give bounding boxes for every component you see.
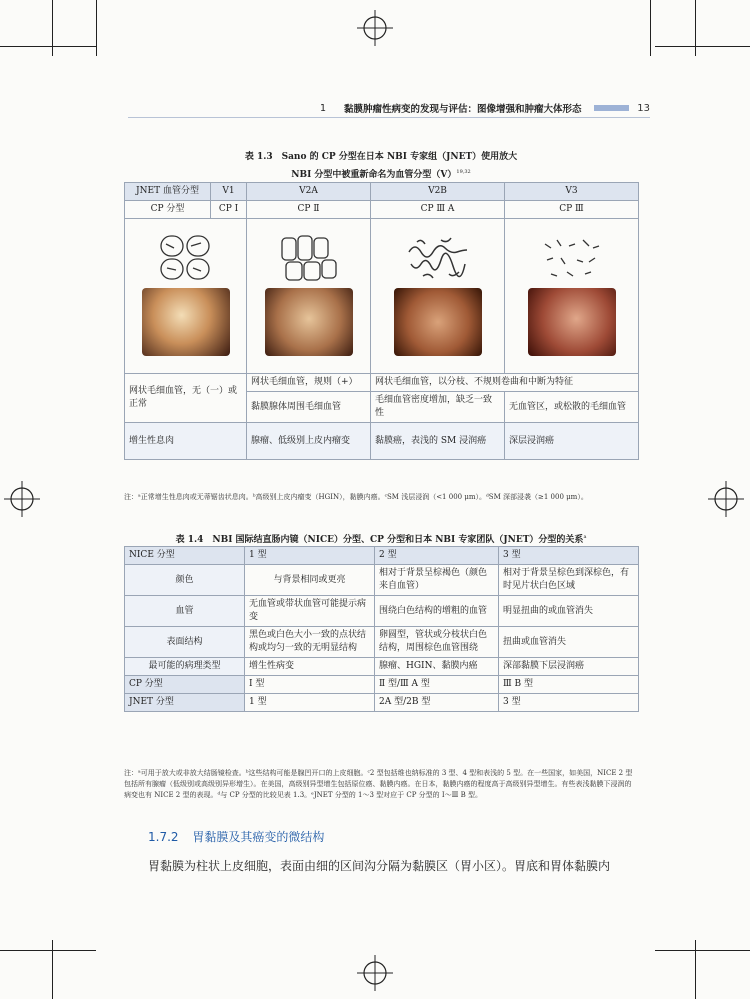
header-rule: [128, 117, 650, 118]
section-title: 胃黏膜及其癌变的微结构: [192, 830, 325, 844]
endoscopy-photo-v3: [528, 288, 616, 356]
page-number: 13: [637, 102, 650, 114]
cp-2: CP Ⅱ: [247, 201, 371, 219]
table1-caption-line2-wrap: [124, 165, 638, 183]
vessel-v2a-bottom: 黏膜腺体周围毛细血管: [247, 392, 371, 423]
body-paragraph: 胃黏膜为柱状上皮细胞，表面由细的区间沟分隔为黏膜区（胃小区）。胃底和胃体黏膜内: [148, 859, 611, 873]
cell: 黑色或白色大小一致的点状结构或均匀一致的无明显结构: [245, 627, 375, 658]
table-1-4: [124, 546, 639, 712]
nice-header-2: 2 型: [375, 547, 499, 565]
image-cell-v2b: [371, 219, 505, 374]
table1-note: 注：ᵃ正常增生性息肉或无蒂锯齿状息肉。ᵇ高级别上皮内瘤变（HGIN），黏膜内癌。ᶜSM 浅层浸润（<1 000 μm）。ᵈSM 深部浸袭（≥1 000 μm）。: [124, 493, 588, 501]
cell: 卵圆型，管状或分枝状白色结构，周围棕色血管围绕: [375, 627, 499, 658]
jnet-v2a: V2A: [247, 183, 371, 201]
vessel-v2b-top: 网状毛细血管，以分枝、不规则卷曲和中断为特征: [371, 374, 639, 392]
cell: Ⅲ B 型: [499, 676, 639, 694]
table-row: [125, 423, 639, 460]
table-row: [125, 676, 639, 694]
row-label: 颜色: [125, 565, 245, 596]
running-header: [320, 100, 650, 116]
table-row: [125, 694, 639, 712]
cell: 2A 型/2B 型: [375, 694, 499, 712]
crop-mark: [0, 46, 96, 47]
pit-sketch-v3-icon: [537, 232, 607, 284]
cp-3a: CP Ⅲ A: [371, 201, 505, 219]
jnet-label: JNET 血管分型: [125, 183, 211, 201]
table-row: [125, 183, 639, 201]
header-bar: [594, 105, 630, 111]
cell: 3 型: [499, 694, 639, 712]
crop-mark: [655, 46, 750, 47]
crop-mark: [96, 0, 97, 56]
jnet-v1: V1: [211, 183, 247, 201]
nice-header: NICE 分型: [125, 547, 245, 565]
vessel-label: 网状毛细血管，无（一）或正常: [125, 374, 247, 423]
cell: 相对于背景呈棕褐色（颜色来自血管）: [375, 565, 499, 596]
table1-caption-line1: 表 1.3 Sano 的 CP 分型在日本 NBI 专家组（JNET）使用放大: [244, 152, 518, 162]
cp-1: CP Ⅰ: [211, 201, 247, 219]
table-row: [125, 201, 639, 219]
cell: 深部黏膜下层浸润癌: [499, 658, 639, 676]
image-cell-v2a: [247, 219, 371, 374]
registration-mark-icon: [708, 481, 744, 517]
cell: 腺瘤、HGIN、黏膜内癌: [375, 658, 499, 676]
table-row: [125, 596, 639, 627]
vessel-v2b-bottom: 毛细血管密度增加，缺乏一致性: [371, 392, 505, 423]
pit-sketch-v2a-icon: [274, 232, 344, 284]
cell: Ⅱ 型/Ⅲ A 型: [375, 676, 499, 694]
crop-mark: [0, 950, 96, 951]
crop-mark: [695, 940, 696, 999]
cell: 扭曲或血管消失: [499, 627, 639, 658]
table-row: [125, 565, 639, 596]
registration-mark-icon: [4, 481, 40, 517]
image-cell-v1: [125, 219, 247, 374]
path-v2a: 腺瘤、低级别上皮内瘤变: [247, 423, 371, 460]
jnet-v3: V3: [505, 183, 639, 201]
registration-mark-icon: [357, 955, 393, 991]
endoscopy-photo-v2b: [394, 288, 482, 356]
row-label: 最可能的病理类型: [125, 658, 245, 676]
registration-mark-icon: [357, 10, 393, 46]
path-v1: 增生性息肉: [125, 423, 247, 460]
table2-caption-ref: a: [583, 534, 587, 540]
chapter-title: 黏膜肿瘤性病变的发现与评估：图像增强和肿瘤大体形态: [344, 104, 582, 115]
crop-mark: [650, 0, 651, 56]
path-v3: 深层浸润癌: [505, 423, 639, 460]
table-row: [125, 627, 639, 658]
table-row: [125, 547, 639, 565]
cell: 围绕白色结构的增粗的血管: [375, 596, 499, 627]
cell: Ⅰ 型: [245, 676, 375, 694]
section-number: 1.7.2: [148, 830, 179, 844]
nice-header-3: 3 型: [499, 547, 639, 565]
row-label: CP 分型: [125, 676, 245, 694]
image-cell-v3: [505, 219, 639, 374]
cell: 无血管或带状血管可能提示病变: [245, 596, 375, 627]
crop-mark: [695, 0, 696, 56]
crop-mark: [655, 950, 750, 951]
cell: 1 型: [245, 694, 375, 712]
crop-mark: [52, 0, 53, 56]
chapter-number: 1: [320, 102, 327, 114]
table1-caption-ref: 19,32: [456, 169, 471, 175]
cell: 与背景相同或更亮: [245, 565, 375, 596]
table-1-3: [124, 182, 639, 460]
section-heading: [148, 828, 324, 845]
cell: 相对于背景呈棕色到深棕色，有时见片状白色区域: [499, 565, 639, 596]
nice-header-1: 1 型: [245, 547, 375, 565]
cp-label: CP 分型: [125, 201, 211, 219]
image-row: [125, 219, 639, 374]
pit-sketch-v2b-icon: [403, 232, 473, 284]
crop-mark: [52, 940, 53, 999]
endoscopy-photo-v1: [142, 288, 230, 356]
path-v2b: 黏膜癌，表浅的 SM 浸润癌: [371, 423, 505, 460]
row-label: 表面结构: [125, 627, 245, 658]
row-label: 血管: [125, 596, 245, 627]
table2-note: 注：ᵃ可用于放大或非放大结肠镜检查。ᵇ这些结构可能是腺凹开口的上皮细胞。ᶜ2 型包括维也纳标准的 3 型、4 型和表浅的 5 型。在一些国家，如美国，NICE 2 型包括所有腺瘤（低级别或高级别异形增生）。在美国，高级别异型增生包括原位癌、黏膜内癌。在日本，黏膜内癌的程度高于高级别异型增生。有些表浅黏膜下浸润的病变也有 NICE 2 型的表现。ᵈ与 CP 分型的比较见表 1.3。ᵉJNET 分型的 1～3 型对应于 CP 分型的 Ⅰ～Ⅲ B 型。: [124, 769, 633, 799]
cp-3: CP Ⅲ: [505, 201, 639, 219]
row-label: JNET 分型: [125, 694, 245, 712]
table1-caption: [124, 150, 638, 183]
endoscopy-photo-v2a: [265, 288, 353, 356]
table-row: [125, 658, 639, 676]
vessel-v3-bottom: 无血管区，或松散的毛细血管: [505, 392, 639, 423]
table1-caption-line2: NBI 分型中被重新命名为血管分型（V）: [291, 170, 457, 180]
table-row: [125, 374, 639, 392]
table2-caption: 表 1.4 NBI 国际结直肠内镜（NICE）分型、CP 分型和日本 NBI 专家团队（JNET）分型的关系: [175, 535, 584, 545]
vessel-v2a-top: 网状毛细血管，规则（+）: [247, 374, 371, 392]
cell: 明显扭曲的或血管消失: [499, 596, 639, 627]
pit-sketch-v1-icon: [151, 232, 221, 284]
jnet-v2b: V2B: [371, 183, 505, 201]
cell: 增生性病变: [245, 658, 375, 676]
